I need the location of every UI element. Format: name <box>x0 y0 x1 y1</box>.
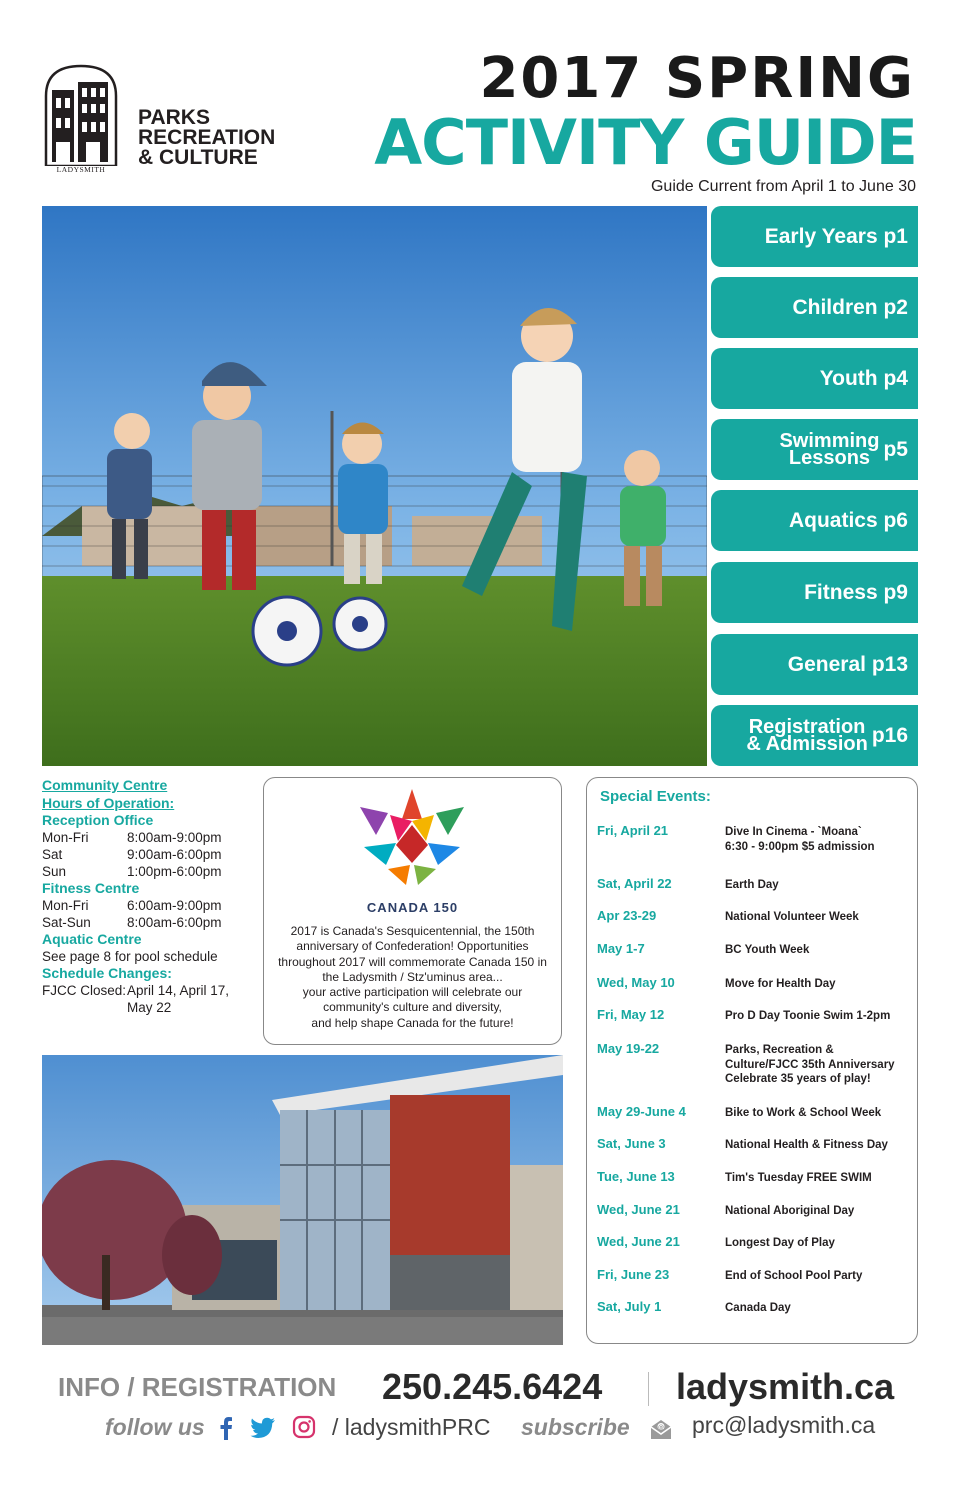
tab-label: Children <box>792 295 878 319</box>
follow-us-label: follow us <box>105 1414 205 1440</box>
hero-photo-kids-soccer <box>42 206 707 766</box>
canada-text-line: anniversary of Confederation! Opportunities <box>296 939 529 954</box>
canada-text-line: and help shape Canada for the future! <box>311 1015 514 1030</box>
email-address[interactable]: prc@ladysmith.ca <box>692 1412 876 1438</box>
email-subscribe-icon[interactable] <box>648 1417 674 1441</box>
canada-150-maple-leaf-icon <box>352 785 472 897</box>
social-handle[interactable]: / ladysmithPRC <box>332 1414 491 1440</box>
closed-label: FJCC Closed: <box>42 983 127 998</box>
canada-text-line: your active participation will celebrate our <box>302 985 523 1000</box>
event-name: End of School Pool Party <box>725 1270 863 1282</box>
tab-early-years[interactable] <box>711 206 918 267</box>
event-name: Tim's Tuesday FREE SWIM <box>725 1172 872 1184</box>
tab-general[interactable] <box>711 634 918 695</box>
tab-label: Fitness <box>804 580 878 604</box>
event-name: National Volunteer Week <box>725 911 859 923</box>
hours-row <box>42 846 257 863</box>
event-date: May 29-June 4 <box>597 1104 686 1119</box>
event-name: Bike to Work & School Week <box>725 1107 882 1119</box>
event-name <box>725 825 910 854</box>
hours-title-line-1: Community Centre <box>42 777 168 793</box>
svg-text:@: @ <box>658 1423 664 1431</box>
tab-label: Youth <box>819 366 878 390</box>
instagram-icon[interactable] <box>292 1415 316 1439</box>
event-date: Tue, June 13 <box>597 1169 675 1184</box>
tab-swimming-lessons[interactable] <box>711 419 918 480</box>
hours-day: Mon-Fri <box>42 898 89 913</box>
tab-label <box>779 429 880 469</box>
tab-page: p16 <box>871 723 908 747</box>
tab-label-line-2: & Admission <box>746 732 868 755</box>
hours-time: 6:00am-9:00pm <box>127 898 222 913</box>
event-date: Wed, June 21 <box>597 1202 680 1217</box>
tab-page: p13 <box>871 652 908 676</box>
tab-page: p2 <box>883 295 908 319</box>
hours-row <box>42 829 257 846</box>
tab-page: p5 <box>883 437 908 461</box>
aquatic-heading: Aquatic Centre <box>42 931 142 947</box>
org-name <box>138 108 275 168</box>
canada-150-text <box>266 924 559 1031</box>
event-name: Move for Health Day <box>725 978 836 990</box>
event-date: Fri, June 23 <box>597 1267 670 1282</box>
hours-title-line-2: Hours of Operation: <box>42 795 175 811</box>
event-name: National Aboriginal Day <box>725 1205 855 1217</box>
phone-number[interactable]: 250.245.6424 <box>382 1366 603 1407</box>
special-events-title: Special Events: <box>600 788 711 805</box>
hours-day: Sat <box>42 847 63 862</box>
tab-children[interactable] <box>711 277 918 338</box>
event-name: Longest Day of Play <box>725 1237 835 1249</box>
tab-aquatics[interactable] <box>711 490 918 551</box>
reception-heading: Reception Office <box>42 812 154 828</box>
event-line: Celebrate 35 years of play! <box>725 1073 871 1085</box>
info-registration-label: INFO / REGISTRATION <box>58 1372 337 1402</box>
title-season: 2017 SPRING <box>479 46 915 111</box>
event-name: National Health & Fitness Day <box>725 1139 888 1151</box>
org-line-3: & CULTURE <box>138 146 258 169</box>
hours-of-operation <box>42 776 257 1016</box>
website-link[interactable]: ladysmith.ca <box>676 1366 895 1407</box>
event-line: 6:30 - 9:00pm $5 admission <box>725 840 875 853</box>
event-date: Fri, May 12 <box>597 1007 665 1022</box>
event-date: Apr 23-29 <box>597 908 657 923</box>
guide-current-dates: Guide Current from April 1 to June 30 <box>650 178 916 195</box>
subscribe-label: subscribe <box>521 1414 630 1440</box>
fitness-heading: Fitness Centre <box>42 880 140 896</box>
logo-caption: LADYSMITH <box>56 165 106 174</box>
org-line-1: PARKS <box>138 106 210 129</box>
tab-label-line-1: Registration <box>748 715 866 738</box>
canada-150-label: CANADA 150 <box>366 900 459 915</box>
canada-text-line: 2017 is Canada's Sesquicentennial, the 150th <box>290 924 535 938</box>
tab-label: Aquatics <box>788 508 878 532</box>
tab-page: p6 <box>883 508 908 532</box>
hours-time: 9:00am-6:00pm <box>127 847 222 862</box>
event-date: Fri, April 21 <box>597 823 669 838</box>
aquatic-note: See page 8 for pool schedule <box>42 949 218 964</box>
schedule-changes-heading: Schedule Changes: <box>42 965 172 981</box>
hours-day: Mon-Fri <box>42 830 89 845</box>
event-date: Sat, April 22 <box>597 876 672 891</box>
hours-row <box>42 897 257 914</box>
hours-day: Sun <box>42 864 67 879</box>
tab-page: p4 <box>883 366 908 390</box>
event-name: BC Youth Week <box>725 944 810 956</box>
event-date: Sat, June 3 <box>597 1136 666 1151</box>
event-date: Sat, July 1 <box>597 1299 662 1314</box>
tab-label: Early Years <box>764 224 878 248</box>
event-name: Earth Day <box>725 879 779 891</box>
event-name: Pro D Day Toonie Swim 1-2pm <box>725 1010 891 1022</box>
tab-youth[interactable] <box>711 348 918 409</box>
tab-fitness[interactable] <box>711 562 918 623</box>
hours-row <box>42 863 257 880</box>
closed-row <box>42 999 257 1016</box>
tab-label: General <box>787 652 866 676</box>
tab-page: p1 <box>883 224 908 248</box>
tab-page: p9 <box>883 580 908 604</box>
hours-row <box>42 914 257 931</box>
event-date: May 19-22 <box>597 1041 660 1056</box>
event-name <box>725 1043 910 1087</box>
tab-label-line-1: Swimming <box>779 429 880 452</box>
canada-text-line: community's culture and diversity, <box>323 1000 502 1015</box>
org-line-2: RECREATION <box>138 126 276 149</box>
closed-row <box>42 982 257 999</box>
event-date: Wed, May 10 <box>597 975 675 990</box>
event-line: Parks, Recreation & <box>725 1044 834 1056</box>
tab-label-line-2: Lessons <box>788 446 871 469</box>
hours-time: 8:00am-9:00pm <box>127 830 222 845</box>
facebook-icon[interactable] <box>218 1416 234 1440</box>
event-line: Dive In Cinema - `Moana` <box>725 826 862 838</box>
community-centre-building-photo <box>42 1055 563 1345</box>
hours-day: Sat-Sun <box>42 915 91 930</box>
event-date: Wed, June 21 <box>597 1234 680 1249</box>
hours-time: 8:00am-6:00pm <box>127 915 222 930</box>
footer-divider <box>648 1372 649 1406</box>
ladysmith-logo <box>42 62 120 174</box>
canada-text-line: throughout 2017 will commemorate Canada 150 in <box>278 954 547 969</box>
event-date: May 1-7 <box>597 941 645 956</box>
event-line: Culture/FJCC 35th Anniversary <box>725 1058 895 1071</box>
twitter-icon[interactable] <box>250 1417 276 1439</box>
hours-time: 1:00pm-6:00pm <box>127 864 222 879</box>
event-name: Canada Day <box>725 1302 791 1314</box>
title-activity-guide: ACTIVITY GUIDE <box>374 106 917 179</box>
closed-dates: April 14, April 17, <box>127 983 230 998</box>
tab-label <box>746 715 868 755</box>
canada-text-line: the Ladysmith / Stz'uminus area... <box>322 969 503 984</box>
tab-registration-admission[interactable] <box>711 705 918 766</box>
closed-dates: May 22 <box>127 1000 172 1015</box>
